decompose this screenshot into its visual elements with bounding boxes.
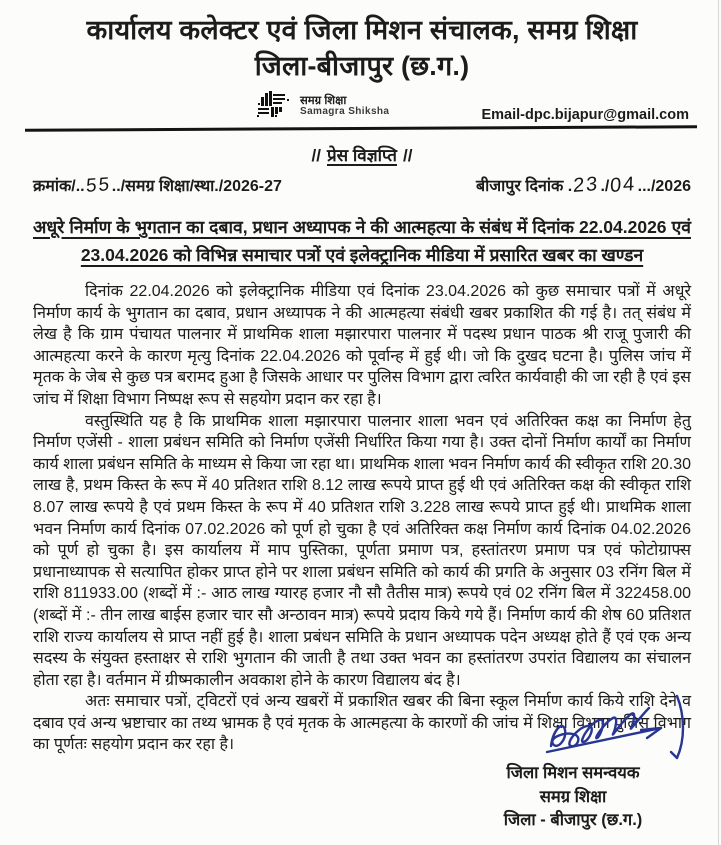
office-email: Email-dpc.bijapur@gmail.com: [481, 107, 689, 123]
paragraph-1: दिनांक 22.04.2026 को इलेक्ट्रानिक मीडिया एवं दिनांक 23.04.2026 को कुछ समाचार पत्रों में अधूरे निर्माण कार्य के भुगतान का दबाव, प्रधान अध्यापक ने की आत्महत्या संबंधी खबर प्रकाशित की गई है। तत् संबंध में लेख है कि ग्राम पंचायत पालनार में प्राथमिक शाला मझारपारा पालनार में पदस्थ प्रधान पाठक श्री राजू पुजारी की आत्महत्या करने के कारण मृत्यु दिनांक 22.04.2026 को पूर्वान्ह में हुई थी। जो कि दुखद घटना है। पुलिस जांच में मृतक के जेब से कुछ पत्र बरामद हुआ है जिसके आधार पर पुलिस विभाग द्वारा त्वरित कार्यवाही की जा रही है एवं इस जांच में शिक्षा विभाग निष्पक्ष रूप से सहयोग प्रदान कर रहा है।: [33, 283, 691, 408]
reference-prefix: क्रमांक/..: [33, 178, 85, 195]
dateline-prefix: बीजापुर दिनांक .: [476, 178, 573, 195]
paragraph-2: वस्तुस्थिति यह है कि प्राथमिक शाला मझारपारा पालनार शाला भवन एवं अतिरिक्त कक्ष का निर्माण हेतु निर्माण एजेंसी - शाला प्रबंधन समिति को निर्माण एजेंसी निर्धारित किया गया है। उक्त दोनों निर्माण कार्यों का निर्माण कार्य शाला प्रबंधन समिति के माध्यम से किया जा रहा था। प्राथमिक शाला भवन निर्माण कार्य की स्वीकृत राशि 20.30 लाख है, प्रथम किस्त के रूप में 40 प्रतिशत राशि 8.12 लाख रूपये प्राप्त हुई थी एवं अतिरिक्त कक्ष की स्वीकृत राशि 8.07 लाख रूपये है एवं प्रथम किस्त के रूप में 40 प्रतिशत राशि 3.228 लाख रूपये प्राप्त हुई थी। प्राथमिक शाला भवन निर्माण कार्य दिनांक 07.02.2026 को पूर्ण हो चुका है एवं अतिरिक्त कक्ष निर्माण कार्य दिनांक 04.02.2026 को पूर्ण हो चुका है। इस कार्यालय में माप पुस्तिका, पूर्णता प्रमाण पत्र, हस्तांतरण प्रमाण पत्र एवं फोटोग्राफ्स प्रधानाध्यापक से सत्यापित होकर प्राप्त होने पर शाला प्रबंधन समिति को कार्य की प्रगति के अनुसार 03 रनिंग बिल में राशि 811933.00 (शब्दों में :- आठ लाख ग्यारह हजार नौ सौ तैतीस मात्र) रूपये एवं 02 रनिंग बिल में 322458.00 (शब्दों में :- तीन लाख बाईस हजार चार सौ अन्ठावन मात्र) रूपये प्रदाय किये गये हैं। निर्माण कार्य की शेष 60 प्रतिशत राशि राज्य कार्यालय से प्राप्त नहीं हुई है। शाला प्रबंधन समिति के प्रधान अध्यापक पदेन अध्यक्ष होते हैं एवं एक अन्य सदस्य के संयुक्त हस्ताक्षर से राशि भुगतान की जाती है तथा उक्त भवन का हस्तांतरण उपरांत विद्यालय का संचालन होता रहा है। वर्तमान में ग्रीष्मकालीन अवकाश होने के कारण विद्यालय बंद है।: [33, 412, 691, 689]
logo-text: [300, 95, 389, 118]
office-title-line1: कार्यालय कलेक्टर एवं जिला मिशन संचालक, समग्र शिक्षा: [86, 15, 638, 45]
letterhead-rule: [25, 125, 697, 132]
letterhead-row: [33, 90, 691, 123]
date-month-handwritten: 04: [610, 173, 637, 197]
reference-suffix: ../समग्र शिक्षा/स्था./2026-27: [111, 178, 282, 195]
press-note-heading: [33, 143, 691, 166]
signatory-designation: जिला मिशन समन्वयक: [506, 764, 640, 782]
dateline: [476, 174, 691, 196]
slashes-right: //: [402, 146, 413, 165]
signature-block: [453, 762, 693, 833]
signatory-department: समग्र शिक्षा: [539, 787, 607, 806]
dateline-suffix: .../2026: [637, 178, 691, 195]
slashes-left: //: [311, 146, 321, 165]
reference-number: [33, 174, 282, 196]
paragraph-3: अतः समाचार पत्रों, ट्विटरों एवं अन्य खबरों में प्रकाशित खबर की बिना स्कूल निर्माण कार्य किये राशि देने व दबाव एवं अन्य भ्रष्टाचार का तथ्य भ्रामक है एवं मृतक के आत्महत्या के कारणों की जांच में शिक्षा विभाग पुलिस विभाग का पूर्णतः सहयोग प्रदान कर रहा है।: [33, 693, 691, 754]
press-note-title: प्रेस विज्ञप्ति: [327, 146, 397, 165]
samagra-shiksha-logo-icon: [257, 90, 293, 123]
signatory-district: जिला - बीजापुर (छ.ग.): [503, 811, 643, 829]
office-title-line2: जिला-बीजापुर (छ.ग.): [254, 51, 470, 81]
samagra-shiksha-logo: [257, 90, 389, 123]
logo-name-english: Samagra Shiksha: [300, 106, 390, 118]
dateline-separator: ./: [600, 178, 610, 195]
date-day-handwritten: 23: [572, 173, 600, 197]
reference-date-row: [33, 174, 691, 196]
reference-number-handwritten: 55: [85, 174, 112, 197]
subject-heading: अधूरे निर्माण के भुगतान का दबाव, प्रधान अध्यापक ने की आत्महत्या के संबंध में दिनांक 22.04.2026 एवं 23.04.2026 को विभिन्न समाचार पत्रों एवं इलेक्ट्रानिक मीडिया में प्रसारित खबर का खण्डन: [33, 217, 691, 265]
logo-name-hindi: समग्र शिक्षा: [300, 95, 347, 108]
letter-body: [33, 281, 691, 756]
